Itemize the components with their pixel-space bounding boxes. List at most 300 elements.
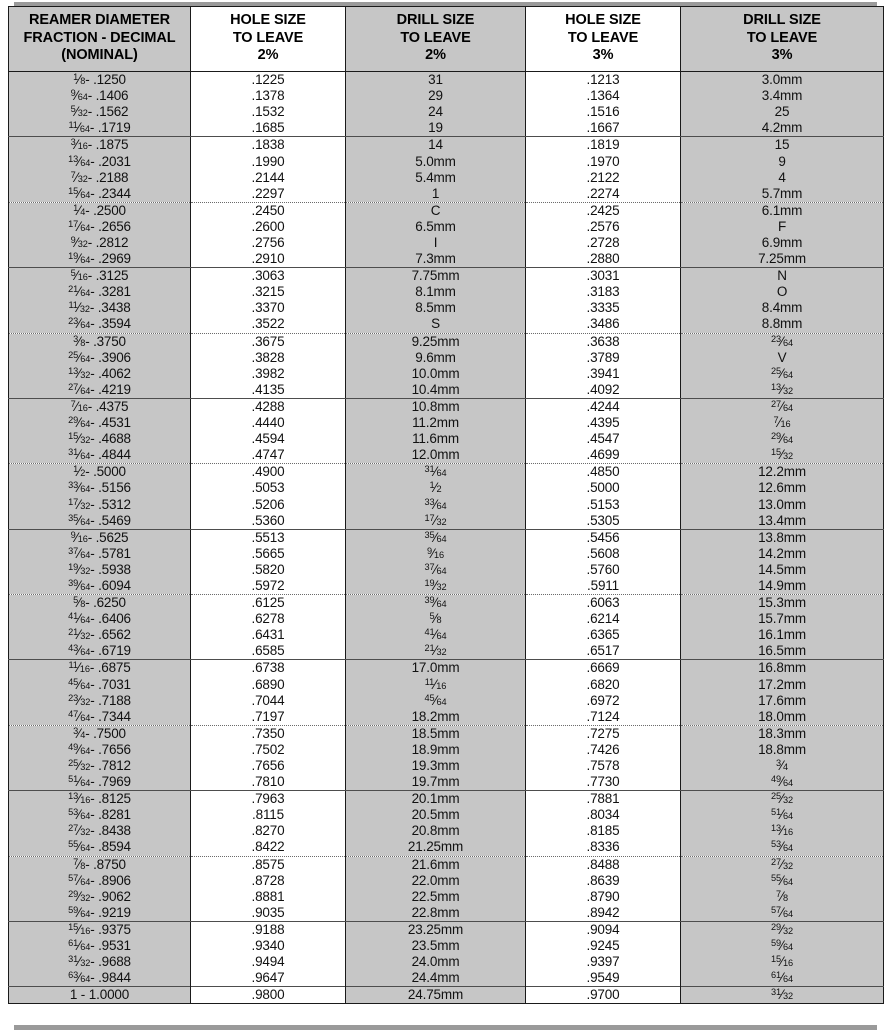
table-row — [9, 823, 884, 839]
cell-drill2: 24.75mm — [346, 987, 526, 1004]
cell-reamer: $^{33}⁄_{64}-$ .5156 — [9, 480, 191, 496]
cell-reamer: $^3⁄_4-$ .7500 — [9, 725, 191, 742]
table-row — [9, 627, 884, 643]
column-header-hole2 — [191, 7, 346, 72]
cell-hole3: .8034 — [526, 807, 681, 823]
cell-reamer: $^{49}⁄_{64}-$ .7656 — [9, 742, 191, 758]
cell-drill3: 3.0mm — [681, 72, 884, 89]
cell-drill3: $^{25}⁄_{64}$ — [681, 366, 884, 382]
cell-drill2: 12.0mm — [346, 447, 526, 464]
cell-drill3: $^{15}⁄_{32}$ — [681, 447, 884, 464]
cell-drill3: 4.2mm — [681, 120, 884, 137]
cell-reamer: $^3⁄_8-$ .3750 — [9, 333, 191, 350]
cell-drill3: 14.5mm — [681, 562, 884, 578]
column-header-drill2 — [346, 7, 526, 72]
cell-drill2: 24.0mm — [346, 954, 526, 970]
cell-hole3: .4395 — [526, 415, 681, 431]
cell-hole2: .4747 — [191, 447, 346, 464]
cell-hole3: .6972 — [526, 693, 681, 709]
column-header-line: FRACTION - DECIMAL — [23, 29, 176, 46]
table-row — [9, 154, 884, 170]
cell-reamer: $^{39}⁄_{64}-$ .6094 — [9, 578, 191, 595]
cell-hole2: .9647 — [191, 970, 346, 987]
cell-hole3: .5911 — [526, 578, 681, 595]
table-row — [9, 546, 884, 562]
cell-reamer: $^{19}⁄_{64}-$ .2969 — [9, 251, 191, 268]
table-row — [9, 300, 884, 316]
table-row — [9, 431, 884, 447]
column-header-drill3 — [681, 7, 884, 72]
cell-drill2: 10.0mm — [346, 366, 526, 382]
cell-drill3: N — [681, 268, 884, 285]
cell-hole2: .8422 — [191, 839, 346, 856]
header-row — [9, 7, 884, 72]
table-row — [9, 987, 884, 1004]
cell-reamer: $^9⁄_{64}-$ .1406 — [9, 88, 191, 104]
cell-hole3: .9397 — [526, 954, 681, 970]
cell-drill3: 25 — [681, 104, 884, 120]
cell-drill2: $^{31}⁄_{64}$ — [346, 464, 526, 481]
cell-reamer: $^{23}⁄_{64}-$ .3594 — [9, 316, 191, 333]
cell-drill2: 29 — [346, 88, 526, 104]
cell-drill3: 12.2mm — [681, 464, 884, 481]
cell-drill3: 15.3mm — [681, 595, 884, 612]
cell-hole2: .3828 — [191, 350, 346, 366]
cell-hole3: .6669 — [526, 660, 681, 677]
cell-drill3: $^{15}⁄_{16}$ — [681, 954, 884, 970]
cell-hole2: .3370 — [191, 300, 346, 316]
cell-drill2: $^{19}⁄_{32}$ — [346, 578, 526, 595]
table-row — [9, 366, 884, 382]
cell-hole2: .8881 — [191, 889, 346, 905]
cell-hole3: .3486 — [526, 316, 681, 333]
cell-hole3: .6517 — [526, 643, 681, 660]
cell-drill3: $^{31}⁄_{32}$ — [681, 987, 884, 1004]
cell-hole3: .2425 — [526, 202, 681, 219]
table-row — [9, 219, 884, 235]
cell-reamer: $^{15}⁄_{64}-$ .2344 — [9, 186, 191, 203]
cell-hole3: .1970 — [526, 154, 681, 170]
cell-reamer: $^5⁄_8-$ .6250 — [9, 595, 191, 612]
cell-reamer: $^{53}⁄_{64}-$ .8281 — [9, 807, 191, 823]
cell-drill3: $^{25}⁄_{32}$ — [681, 791, 884, 808]
cell-drill3: F — [681, 219, 884, 235]
cell-hole3: .4850 — [526, 464, 681, 481]
cell-hole3: .4092 — [526, 382, 681, 399]
cell-drill3: 18.0mm — [681, 709, 884, 726]
cell-hole2: .7502 — [191, 742, 346, 758]
table-row — [9, 170, 884, 186]
table-row — [9, 513, 884, 530]
cell-drill3: 16.8mm — [681, 660, 884, 677]
cell-drill2: 18.5mm — [346, 725, 526, 742]
cell-hole3: .5153 — [526, 497, 681, 513]
cell-hole3: .4244 — [526, 398, 681, 415]
table-row — [9, 464, 884, 481]
cell-hole2: .8728 — [191, 873, 346, 889]
cell-hole3: .1213 — [526, 72, 681, 89]
table-row — [9, 905, 884, 922]
cell-hole2: .6738 — [191, 660, 346, 677]
cell-drill3: 12.6mm — [681, 480, 884, 496]
table-row — [9, 693, 884, 709]
table-row — [9, 873, 884, 889]
cell-hole2: .1838 — [191, 137, 346, 154]
cell-drill2: 5.0mm — [346, 154, 526, 170]
cell-reamer: $^1⁄_4-$ .2500 — [9, 202, 191, 219]
cell-hole2: .1378 — [191, 88, 346, 104]
cell-drill3: $^7⁄_{16}$ — [681, 415, 884, 431]
cell-reamer: $^{13}⁄_{64}-$ .2031 — [9, 154, 191, 170]
cell-drill2: $^{33}⁄_{64}$ — [346, 497, 526, 513]
cell-drill2: $^1⁄_2$ — [346, 480, 526, 496]
cell-reamer: $^{55}⁄_{64}-$ .8594 — [9, 839, 191, 856]
cell-drill3: 8.4mm — [681, 300, 884, 316]
cell-hole3: .9549 — [526, 970, 681, 987]
cell-drill2: 7.75mm — [346, 268, 526, 285]
cell-drill2: $^{11}⁄_{16}$ — [346, 677, 526, 693]
column-header-line: 3% — [592, 47, 614, 64]
cell-drill2: 18.2mm — [346, 709, 526, 726]
cell-drill3: 6.1mm — [681, 202, 884, 219]
cell-drill2: 19 — [346, 120, 526, 137]
cell-hole3: .1516 — [526, 104, 681, 120]
table-row — [9, 791, 884, 808]
cell-hole2: .4440 — [191, 415, 346, 431]
cell-reamer: $^{37}⁄_{64}-$ .5781 — [9, 546, 191, 562]
cell-drill3: 16.5mm — [681, 643, 884, 660]
column-header-line: TO LEAVE — [567, 29, 639, 46]
cell-hole3: .8639 — [526, 873, 681, 889]
cell-reamer: $^9⁄_{32}-$ .2812 — [9, 235, 191, 251]
cell-drill2: $^5⁄_8$ — [346, 611, 526, 627]
cell-reamer: $^{31}⁄_{32}-$ .9688 — [9, 954, 191, 970]
cell-reamer: $^7⁄_{16}-$ .4375 — [9, 398, 191, 415]
table-row — [9, 677, 884, 693]
cell-hole3: .9245 — [526, 938, 681, 954]
cell-reamer: $^9⁄_{16}-$ .5625 — [9, 529, 191, 546]
cell-hole2: .7197 — [191, 709, 346, 726]
column-header-line: 3% — [771, 47, 793, 64]
cell-drill3: 17.6mm — [681, 693, 884, 709]
cell-reamer: $^5⁄_{32}-$ .1562 — [9, 104, 191, 120]
cell-drill3: 13.8mm — [681, 529, 884, 546]
cell-drill2: 19.3mm — [346, 758, 526, 774]
column-header-line: TO LEAVE — [232, 29, 304, 46]
table-row — [9, 382, 884, 399]
cell-hole2: .3675 — [191, 333, 346, 350]
cell-drill3: O — [681, 284, 884, 300]
cell-reamer: $^{29}⁄_{64}-$ .4531 — [9, 415, 191, 431]
cell-drill2: $^9⁄_{16}$ — [346, 546, 526, 562]
table-row — [9, 529, 884, 546]
cell-drill3: V — [681, 350, 884, 366]
column-header-line: 2% — [257, 47, 279, 64]
cell-hole3: .1819 — [526, 137, 681, 154]
cell-hole3: .2728 — [526, 235, 681, 251]
table-row — [9, 709, 884, 726]
table-row — [9, 350, 884, 366]
cell-hole3: .2274 — [526, 186, 681, 203]
cell-hole2: .9494 — [191, 954, 346, 970]
cell-hole3: .3789 — [526, 350, 681, 366]
cell-hole3: .2576 — [526, 219, 681, 235]
cell-hole3: .6214 — [526, 611, 681, 627]
table-row — [9, 839, 884, 856]
cell-drill2: 22.0mm — [346, 873, 526, 889]
table-row — [9, 938, 884, 954]
cell-reamer: $^{45}⁄_{64}-$ .7031 — [9, 677, 191, 693]
cell-hole2: .8115 — [191, 807, 346, 823]
cell-hole2: .8270 — [191, 823, 346, 839]
table-row — [9, 774, 884, 791]
cell-hole3: .7881 — [526, 791, 681, 808]
cell-drill2: 21.6mm — [346, 856, 526, 873]
cell-drill3: 13.0mm — [681, 497, 884, 513]
cell-hole2: .6278 — [191, 611, 346, 627]
table-row — [9, 72, 884, 89]
cell-drill3: $^{13}⁄_{16}$ — [681, 823, 884, 839]
cell-hole2: .2756 — [191, 235, 346, 251]
table-row — [9, 316, 884, 333]
cell-drill3: $^7⁄_8$ — [681, 889, 884, 905]
cell-hole2: .7810 — [191, 774, 346, 791]
cell-drill2: 22.5mm — [346, 889, 526, 905]
cell-drill2: 8.5mm — [346, 300, 526, 316]
cell-drill2: 23.25mm — [346, 921, 526, 938]
table-row — [9, 398, 884, 415]
cell-reamer: $^{35}⁄_{64}-$ .5469 — [9, 513, 191, 530]
cell-drill2: $^{41}⁄_{64}$ — [346, 627, 526, 643]
cell-drill3: 18.3mm — [681, 725, 884, 742]
cell-hole2: .1685 — [191, 120, 346, 137]
cell-drill2: 11.6mm — [346, 431, 526, 447]
cell-hole2: .7044 — [191, 693, 346, 709]
cell-hole3: .6820 — [526, 677, 681, 693]
cell-hole3: .8336 — [526, 839, 681, 856]
table-row — [9, 856, 884, 873]
column-header-reamer — [9, 7, 191, 72]
cell-reamer: $^5⁄_{16}-$ .3125 — [9, 268, 191, 285]
table-row — [9, 578, 884, 595]
cell-hole3: .5760 — [526, 562, 681, 578]
cell-reamer: $^{57}⁄_{64}-$ .8906 — [9, 873, 191, 889]
column-header-line: TO LEAVE — [400, 29, 471, 46]
column-header-line: DRILL SIZE — [396, 12, 475, 28]
cell-reamer: $^{31}⁄_{64}-$ .4844 — [9, 447, 191, 464]
cell-reamer: $^{51}⁄_{64}-$ .7969 — [9, 774, 191, 791]
cell-drill3: $^{29}⁄_{32}$ — [681, 921, 884, 938]
cell-drill3: 5.7mm — [681, 186, 884, 203]
cell-drill2: 5.4mm — [346, 170, 526, 186]
cell-reamer: $^{11}⁄_{16}-$ .6875 — [9, 660, 191, 677]
cell-reamer: $^{21}⁄_{32}-$ .6562 — [9, 627, 191, 643]
cell-drill3: 6.9mm — [681, 235, 884, 251]
cell-drill2: $^{37}⁄_{64}$ — [346, 562, 526, 578]
cell-drill2: I — [346, 235, 526, 251]
column-header-line: TO LEAVE — [746, 29, 818, 46]
cell-hole2: .9188 — [191, 921, 346, 938]
cell-reamer: $^{27}⁄_{64}-$ .4219 — [9, 382, 191, 399]
cell-hole3: .7275 — [526, 725, 681, 742]
cell-hole2: .2450 — [191, 202, 346, 219]
cell-hole2: .8575 — [191, 856, 346, 873]
table-row — [9, 284, 884, 300]
cell-drill3: $^{13}⁄_{32}$ — [681, 382, 884, 399]
cell-hole3: .5305 — [526, 513, 681, 530]
cell-drill2: 20.8mm — [346, 823, 526, 839]
cell-hole2: .4594 — [191, 431, 346, 447]
cell-drill2: $^{21}⁄_{32}$ — [346, 643, 526, 660]
cell-drill2: 17.0mm — [346, 660, 526, 677]
table-row — [9, 202, 884, 219]
cell-hole3: .3183 — [526, 284, 681, 300]
cell-drill3: 13.4mm — [681, 513, 884, 530]
cell-hole2: .1990 — [191, 154, 346, 170]
cell-reamer: $^1⁄_2-$ .5000 — [9, 464, 191, 481]
cell-drill2: 18.9mm — [346, 742, 526, 758]
column-header-line: (NOMINAL) — [61, 47, 138, 64]
cell-hole2: .5360 — [191, 513, 346, 530]
cell-drill3: $^{59}⁄_{64}$ — [681, 938, 884, 954]
cell-drill3: $^{49}⁄_{64}$ — [681, 774, 884, 791]
cell-drill2: 24 — [346, 104, 526, 120]
cell-reamer: $^{25}⁄_{32}-$ .7812 — [9, 758, 191, 774]
cell-hole3: .5608 — [526, 546, 681, 562]
cell-drill3: 9 — [681, 154, 884, 170]
cell-drill2: $^{17}⁄_{32}$ — [346, 513, 526, 530]
cell-drill2: 7.3mm — [346, 251, 526, 268]
cell-reamer: $^{41}⁄_{64}-$ .6406 — [9, 611, 191, 627]
cell-reamer: $^{13}⁄_{16}-$ .8125 — [9, 791, 191, 808]
cell-hole2: .3215 — [191, 284, 346, 300]
cell-drill3: 16.1mm — [681, 627, 884, 643]
column-header-line: DRILL SIZE — [743, 12, 821, 28]
cell-hole3: .9094 — [526, 921, 681, 938]
cell-drill2: 6.5mm — [346, 219, 526, 235]
cell-hole2: .9035 — [191, 905, 346, 922]
cell-drill2: 11.2mm — [346, 415, 526, 431]
cell-hole2: .6890 — [191, 677, 346, 693]
cell-drill2: 9.25mm — [346, 333, 526, 350]
cell-hole3: .6063 — [526, 595, 681, 612]
table-row — [9, 889, 884, 905]
page-shadow-bottom — [14, 1025, 877, 1030]
cell-hole3: .4547 — [526, 431, 681, 447]
cell-reamer: $^{59}⁄_{64}-$ .9219 — [9, 905, 191, 922]
column-header-hole3 — [526, 7, 681, 72]
cell-hole2: .6125 — [191, 595, 346, 612]
cell-drill3: $^{55}⁄_{64}$ — [681, 873, 884, 889]
column-header-line: REAMER DIAMETER — [28, 12, 171, 28]
cell-hole3: .3031 — [526, 268, 681, 285]
cell-hole3: .7578 — [526, 758, 681, 774]
cell-hole2: .2910 — [191, 251, 346, 268]
cell-hole3: .8488 — [526, 856, 681, 873]
cell-hole3: .8942 — [526, 905, 681, 922]
cell-hole3: .5456 — [526, 529, 681, 546]
table-row — [9, 104, 884, 120]
cell-reamer: $^{15}⁄_{32}-$ .4688 — [9, 431, 191, 447]
cell-drill3: 7.25mm — [681, 251, 884, 268]
table-row — [9, 660, 884, 677]
table-row — [9, 251, 884, 268]
cell-drill3: $^{29}⁄_{64}$ — [681, 431, 884, 447]
cell-reamer: $^{23}⁄_{32}-$ .7188 — [9, 693, 191, 709]
cell-hole2: .7963 — [191, 791, 346, 808]
cell-reamer: $^{61}⁄_{64}-$ .9531 — [9, 938, 191, 954]
cell-hole2: .1225 — [191, 72, 346, 89]
cell-hole3: .1667 — [526, 120, 681, 137]
cell-reamer: $^{21}⁄_{64}-$ .3281 — [9, 284, 191, 300]
cell-drill2: 20.1mm — [346, 791, 526, 808]
cell-hole3: .8790 — [526, 889, 681, 905]
cell-reamer: $^1⁄_8-$ .1250 — [9, 72, 191, 89]
cell-hole3: .4699 — [526, 447, 681, 464]
cell-hole2: .6431 — [191, 627, 346, 643]
cell-hole2: .6585 — [191, 643, 346, 660]
cell-reamer: $^{25}⁄_{64}-$ .3906 — [9, 350, 191, 366]
cell-reamer: $^{27}⁄_{32}-$ .8438 — [9, 823, 191, 839]
table-header — [9, 7, 884, 72]
cell-drill2: 23.5mm — [346, 938, 526, 954]
column-header-line: HOLE SIZE — [230, 12, 306, 28]
cell-hole3: .3941 — [526, 366, 681, 382]
table-row — [9, 415, 884, 431]
cell-drill2: 1 — [346, 186, 526, 203]
cell-hole3: .6365 — [526, 627, 681, 643]
cell-drill3: $^{27}⁄_{64}$ — [681, 398, 884, 415]
cell-hole2: .5513 — [191, 529, 346, 546]
table-row — [9, 725, 884, 742]
cell-drill3: $^{61}⁄_{64}$ — [681, 970, 884, 987]
cell-hole3: .3335 — [526, 300, 681, 316]
cell-reamer: $^{17}⁄_{32}-$ .5312 — [9, 497, 191, 513]
cell-drill3: 14.9mm — [681, 578, 884, 595]
table-row — [9, 562, 884, 578]
cell-drill2: 9.6mm — [346, 350, 526, 366]
cell-reamer: $^{43}⁄_{64}-$ .6719 — [9, 643, 191, 660]
cell-drill2: 14 — [346, 137, 526, 154]
cell-hole2: .4135 — [191, 382, 346, 399]
cell-hole3: .9700 — [526, 987, 681, 1004]
cell-drill2: 22.8mm — [346, 905, 526, 922]
cell-hole2: .3063 — [191, 268, 346, 285]
cell-drill2: 10.8mm — [346, 398, 526, 415]
cell-hole2: .3982 — [191, 366, 346, 382]
column-header-line: 2% — [425, 47, 446, 64]
cell-drill3: 15.7mm — [681, 611, 884, 627]
cell-drill3: $^{23}⁄_{64}$ — [681, 333, 884, 350]
cell-reamer: $^3⁄_{16}-$ .1875 — [9, 137, 191, 154]
cell-drill2: 24.4mm — [346, 970, 526, 987]
cell-drill3: 15 — [681, 137, 884, 154]
table-row — [9, 268, 884, 285]
table-body — [9, 72, 884, 1004]
cell-reamer: $^7⁄_8-$ .8750 — [9, 856, 191, 873]
cell-hole2: .2600 — [191, 219, 346, 235]
cell-reamer: $^{11}⁄_{32}-$ .3438 — [9, 300, 191, 316]
cell-hole3: .2122 — [526, 170, 681, 186]
cell-hole3: .1364 — [526, 88, 681, 104]
cell-drill3: 4 — [681, 170, 884, 186]
cell-reamer: $^7⁄_{32}-$ .2188 — [9, 170, 191, 186]
table-row — [9, 186, 884, 203]
table-row — [9, 447, 884, 464]
cell-hole3: .5000 — [526, 480, 681, 496]
cell-hole2: .7350 — [191, 725, 346, 742]
cell-drill2: 31 — [346, 72, 526, 89]
